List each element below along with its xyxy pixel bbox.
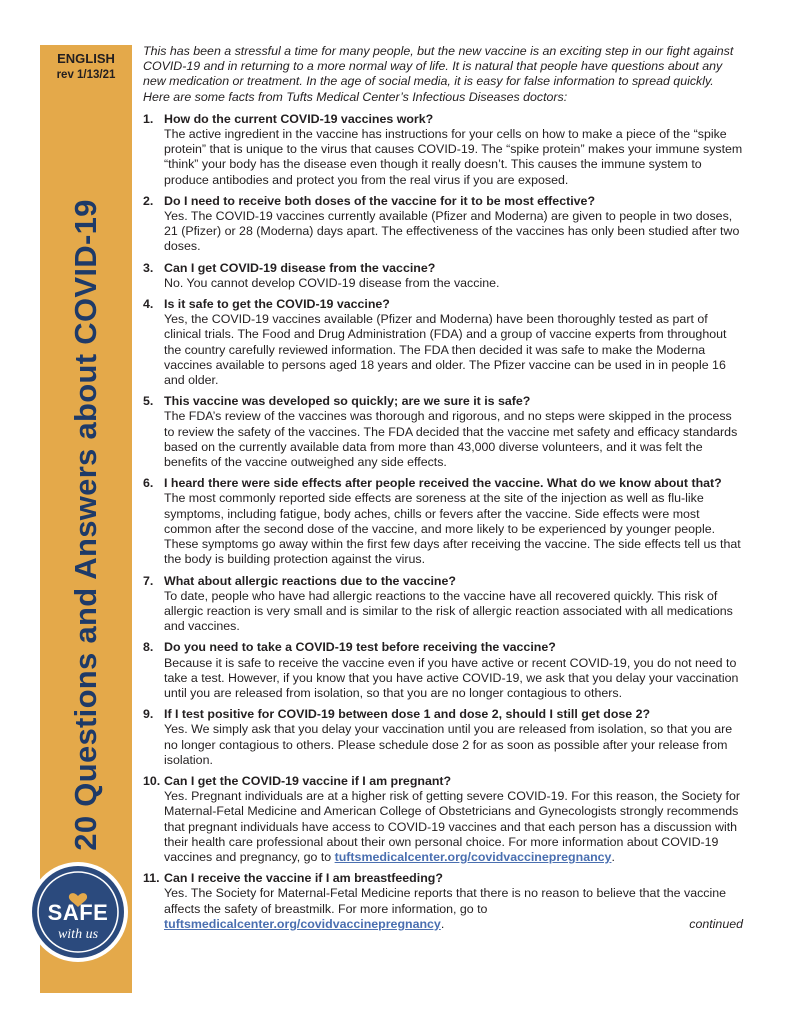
question-number: 4. xyxy=(143,297,154,312)
question-text: If I test positive for COVID-19 between dose 1 and dose 2, should I still get dose 2? xyxy=(164,707,651,722)
answer-text: Because it is safe to receive the vaccine even if you have active or recent COVID-19, you do not need to take a test. However, if you know that you have active COVID-19, we ask that you delay your vaccination until you are released from isolation, so that you are no longer contagious to others. xyxy=(164,655,739,700)
answer-end: . xyxy=(440,916,445,931)
question-text: Do I need to receive both doses of the vaccine for it to be most effective? xyxy=(164,193,596,208)
question-number: 6. xyxy=(143,476,154,491)
qa-item-8 xyxy=(143,640,743,701)
answer-body: Yes. Pregnant individuals are at a higher risk of getting severe COVID-19. For this reason, the Society for Maternal-Fetal Medicine and American College of Obstetricians and Gynecologists strongly recommends that pregnant individuals have access to COVID-19 vaccines and that each person has a discussion with their health care professional about their own personal choice. For more information about COVID-19 vaccines and pregnancy, go to xyxy=(164,789,741,864)
answer-text: No. You cannot develop COVID-19 disease from the vaccine. xyxy=(164,275,500,290)
question-text: What about allergic reactions due to the vaccine? xyxy=(164,573,456,588)
qa-item-11 xyxy=(143,871,743,932)
sidebar xyxy=(40,45,132,993)
qa-item-10 xyxy=(143,774,743,865)
question-number: 2. xyxy=(143,193,154,208)
answer-text: The active ingredient in the vaccine has instructions for your cells on how to make a piece of the “spike protein” that is unique to the virus that causes COVID-19. The “spike protein” makes your immune system “think” your body has the disease even though it really doesn’t. This causes the immune system to produce antibodies and protect you from the real virus if you are exposed. xyxy=(164,127,743,187)
logo-main-text: SAFE xyxy=(47,900,109,925)
question-number: 9. xyxy=(143,707,154,722)
answer-body: Yes. The Society for Maternal-Fetal Medicine reports that there is no reason to believe that the vaccine affects the safety of breastmilk. For more information, go to xyxy=(164,886,727,916)
qa-item-1 xyxy=(143,112,743,188)
qa-item-9 xyxy=(143,707,743,768)
question-number: 5. xyxy=(143,394,154,409)
answer-text: The FDA’s review of the vaccines was thorough and rigorous, and no steps were skipped in the process to review the safety of the vaccines. The FDA decided that the vaccine met safety and efficacy standards based on the currently available data from more than 43,000 diverse volunteers, and it was felt the benefits of the vaccine outweighed any side effects. xyxy=(164,409,738,470)
answer-text: Yes, the COVID-19 vaccines available (Pfizer and Moderna) have been thoroughly tested as part of clinical trials. The Food and Drug Administration (FDA) and a group of vaccine experts from throughout the country carefully reviewed information. The FDA then decided it was safe to make the Moderna vaccines available to persons aged 18 years and older. The Pfizer vaccine can be used in in people 16 and older. xyxy=(164,312,727,388)
continued-label: continued xyxy=(689,916,743,931)
qa-item-3 xyxy=(143,261,743,291)
answer-text: Yes. We simply ask that you delay your vaccination until you are released from isolation, so that you are no longer contagious to others. Please schedule dose 2 for as soon as possible after your release from isolation. xyxy=(164,722,733,767)
question-text: Can I get COVID-19 disease from the vaccine? xyxy=(164,260,436,275)
qa-item-5 xyxy=(143,394,743,470)
answer-text: Yes. The COVID-19 vaccines currently available (Pfizer and Moderna) are given to people in two doses, 21 (Pfizer) or 28 (Moderna) days apart. The effectiveness of the vaccines has only been studied after two doses. xyxy=(164,209,740,254)
question-number: 10. xyxy=(143,773,161,788)
question-number: 11. xyxy=(143,871,160,886)
logo-sub-text: with us xyxy=(57,927,99,942)
intro-paragraph: This has been a stressful a time for many people, but the new vaccine is an exciting step in our fight against COVID-19 and in returning to a more normal way of life. It is natural that people have questions about any new medication or treatment. In the age of social media, it is easy for false information to spread quickly. Here are some facts from Tufts Medical Center’s Infectious Diseases doctors: xyxy=(143,44,734,104)
pregnancy-info-link[interactable]: tuftsmedicalcenter.org/covidvaccinepregnancy xyxy=(334,849,612,864)
qa-item-4 xyxy=(143,297,743,388)
question-number: 8. xyxy=(143,640,154,655)
question-number: 7. xyxy=(143,573,154,588)
main-content xyxy=(143,44,743,938)
answer-text xyxy=(164,789,743,865)
qa-item-7 xyxy=(143,574,743,635)
question-text: This vaccine was developed so quickly; are we sure it is safe? xyxy=(164,394,531,409)
question-number: 1. xyxy=(143,111,154,126)
answer-end: . xyxy=(611,849,615,864)
qa-item-2 xyxy=(143,194,743,255)
question-number: 3. xyxy=(143,260,154,275)
question-text: Do you need to take a COVID-19 test before receiving the vaccine? xyxy=(164,640,556,655)
question-text: Is it safe to get the COVID-19 vaccine? xyxy=(164,297,390,312)
breastfeeding-info-link[interactable]: tuftsmedicalcenter.org/covidvaccinepregnancy xyxy=(164,916,441,931)
question-text: Can I get the COVID-19 vaccine if I am pregnant? xyxy=(164,773,452,788)
question-text: How do the current COVID-19 vaccines work? xyxy=(164,111,434,126)
safe-with-us-logo xyxy=(26,860,130,964)
revision-date: rev 1/13/21 xyxy=(56,69,116,81)
answer-text: To date, people who have had allergic reactions to the vaccine have all recovered quickly. This risk of allergic reaction is very small and is similar to the risk of allergic reaction associated with all medications and vaccines. xyxy=(164,588,733,634)
answer-text: The most commonly reported side effects are soreness at the site of the injection as well as flu-like symptoms, including fatigue, body aches, chills or fevers after the vaccine. Side effects were most common after the second dose of the vaccine, and more likely to be experienced by younger people. These symptoms go away within the first few days after receiving the vaccine. The side effects tell us that the body is building protection against the virus. xyxy=(164,491,741,567)
language-label: ENGLISH xyxy=(57,51,115,66)
qa-item-6 xyxy=(143,476,743,567)
answer-text xyxy=(164,886,743,932)
question-text: I heard there were side effects after people received the vaccine. What do we know about that? xyxy=(164,476,722,491)
question-text: Can I receive the vaccine if I am breastfeeding? xyxy=(164,871,443,886)
page-title: 20 Questions and Answers about COVID-19 xyxy=(68,199,103,851)
